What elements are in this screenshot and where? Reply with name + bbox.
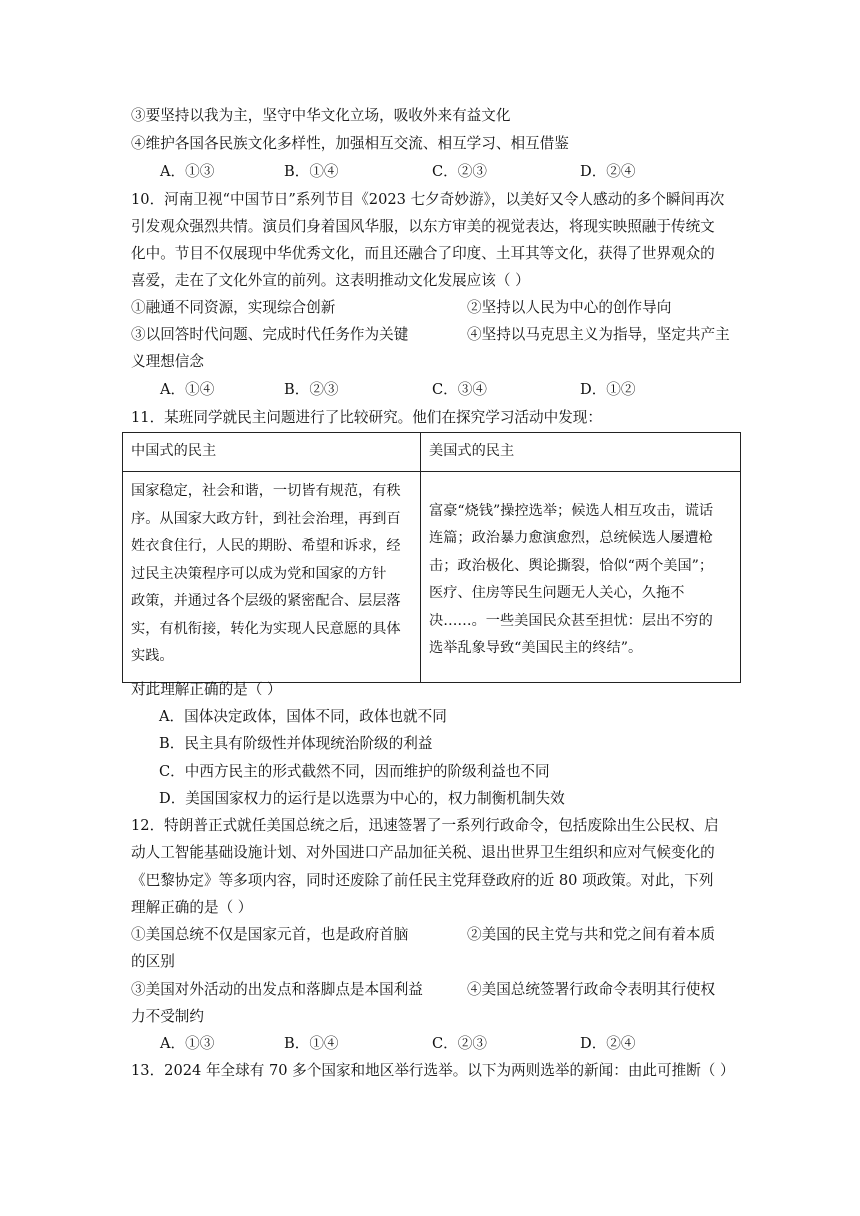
q10-choice-d: D．①② [580, 381, 636, 398]
q11-question: 对此理解正确的是（ ） [131, 681, 282, 698]
q12-stem-line-1: 12．特朗普正式就任美国总统之后，迅速签署了一系列行政命令，包括废除出生公民权、启 [131, 817, 719, 834]
q13-stem: 13．2024 年全球有 70 多个国家和地区举行选举。以下为两则选举的新闻：由此可推断（ ） [131, 1062, 735, 1079]
cell-line: 医疗、住房等民生问题无人关心，久拖不 [429, 585, 685, 601]
q12-item-4-cont: 力不受制约 [131, 1008, 204, 1025]
cell-line: 连篇；政治暴力愈演愈烈，总统候选人屡遭枪 [429, 530, 713, 546]
q10-items-row-1 [131, 298, 731, 318]
table-header-usa: 美国式的民主 [421, 433, 741, 472]
table-header-row [123, 433, 741, 472]
cell-line: 政策，并通过各个层级的紧密配合、层层落 [131, 593, 401, 609]
q12-items-row-2 [131, 980, 731, 1000]
q12-item-2-cont: 的区别 [131, 953, 175, 970]
q10-item-4-cont: 义理想信念 [131, 353, 204, 370]
q9-choice-d: D．②④ [580, 163, 636, 180]
q12-stem-line-4: 理解正确的是（ ） [131, 899, 253, 916]
q12-choices [160, 1034, 700, 1054]
q10-choice-a: A．①④ [160, 381, 215, 398]
q12-choice-a: A．①③ [160, 1035, 215, 1052]
democracy-comparison-table [122, 432, 741, 683]
q10-item-2: ②坚持以人民为中心的创作导向 [467, 299, 672, 316]
q10-stem-line-3: 化中。节目不仅展现中华优秀文化，而且还融合了印度、土耳其等文化，获得了世界观众的 [131, 245, 715, 262]
table-header-china: 中国式的民主 [123, 433, 421, 472]
cell-line: 实，有机衔接，转化为实现人民意愿的具体 [131, 620, 401, 637]
q12-choice-c: C．②③ [432, 1035, 487, 1052]
cell-line: 实践。 [131, 648, 174, 664]
q9-choice-c: C．②③ [432, 163, 487, 180]
q11-option-d: D．美国国家权力的运行是以选票为中心的，权力制衡机制失效 [159, 790, 565, 807]
q12-choice-b: B．①④ [284, 1035, 339, 1052]
q10-item-4: ④坚持以马克思主义为指导，坚定共产主 [467, 326, 730, 343]
q10-item-1: ①融通不同资源，实现综合创新 [131, 299, 336, 316]
table-cell-usa [421, 472, 741, 683]
q9-item-4: ④维护各国各民族文化多样性，加强相互交流、相互学习、相互借鉴 [131, 135, 569, 152]
q12-item-1: ①美国总统不仅是国家元首，也是政府首脑 [131, 926, 409, 943]
q12-item-3: ③美国对外活动的出发点和落脚点是本国利益 [131, 981, 423, 998]
q12-stem-line-2: 动人工智能基础设施计划、对外国进口产品加征关税、退出世界卫生组织和应对气候变化的 [131, 844, 715, 861]
q12-item-4: ④美国总统签署行政命令表明其行使权 [467, 981, 716, 998]
cell-line: 过民主决策程序可以成为党和国家的方针 [131, 565, 387, 582]
cell-line: 击；政治极化、舆论撕裂，恰似“两个美国”； [429, 557, 714, 574]
cell-line: 决……。一些美国民众甚至担忧：层出不穷的 [429, 612, 713, 629]
q12-stem-line-3: 《巴黎协定》等多项内容，同时还废除了前任民主党拜登政府的近 80 项政策。对此，下列 [131, 872, 714, 889]
q10-choice-c: C．③④ [432, 381, 487, 398]
q11-option-c: C．中西方民主的形式截然不同，因而维护的阶级利益也不同 [159, 763, 550, 780]
cell-line: 富豪“烧钱”操控选举；候选人相互攻击，谎话 [429, 502, 714, 519]
q9-choice-a: A．①③ [160, 163, 215, 180]
cell-line: 选举乱象导致“美国民主的终结”。 [429, 640, 643, 656]
q12-choice-d: D．②④ [580, 1035, 636, 1052]
q11-option-b: B．民主具有阶级性并体现统治阶级的利益 [159, 735, 433, 752]
q9-item-3: ③要坚持以我为主，坚守中华文化立场，吸收外来有益文化 [131, 107, 511, 124]
cell-line: 国家稳定，社会和谐，一切皆有规范，有秩 [131, 483, 401, 499]
q10-stem-line-1: 10．河南卫视“中国节日”系列节目《2023 七夕奇妙游》，以美好又令人感动的多个瞬间再次 [131, 191, 725, 208]
cell-line: 姓衣食住行，人民的期盼、希望和诉求，经 [131, 538, 401, 554]
q11-option-a: A．国体决定政体，国体不同，政体也就不同 [159, 708, 447, 725]
table-cell-china [123, 472, 421, 683]
q10-stem-line-4: 喜爱，走在了文化外宣的前列。这表明推动文化发展应该（ ） [131, 272, 530, 289]
q12-item-2: ②美国的民主党与共和党之间有着本质 [467, 926, 716, 943]
q10-choices [160, 380, 700, 400]
q9-choices [160, 162, 700, 182]
q10-choice-b: B．②③ [284, 381, 339, 398]
cell-line: 序。从国家大政方针，到社会治理，再到百 [131, 510, 401, 527]
q12-items-row-1 [131, 925, 731, 945]
q10-stem-line-2: 引发观众强烈共情。演员们身着国风华服，以东方审美的视觉表达，将现实映照融于传统文 [131, 218, 715, 235]
q9-choice-b: B．①④ [284, 163, 339, 180]
q11-stem: 11．某班同学就民主问题进行了比较研究。他们在探究学习活动中发现： [131, 409, 602, 426]
q10-item-3: ③以回答时代问题、完成时代任务作为关键 [131, 326, 409, 343]
table-body-row [123, 472, 741, 683]
q10-items-row-2 [131, 325, 731, 345]
